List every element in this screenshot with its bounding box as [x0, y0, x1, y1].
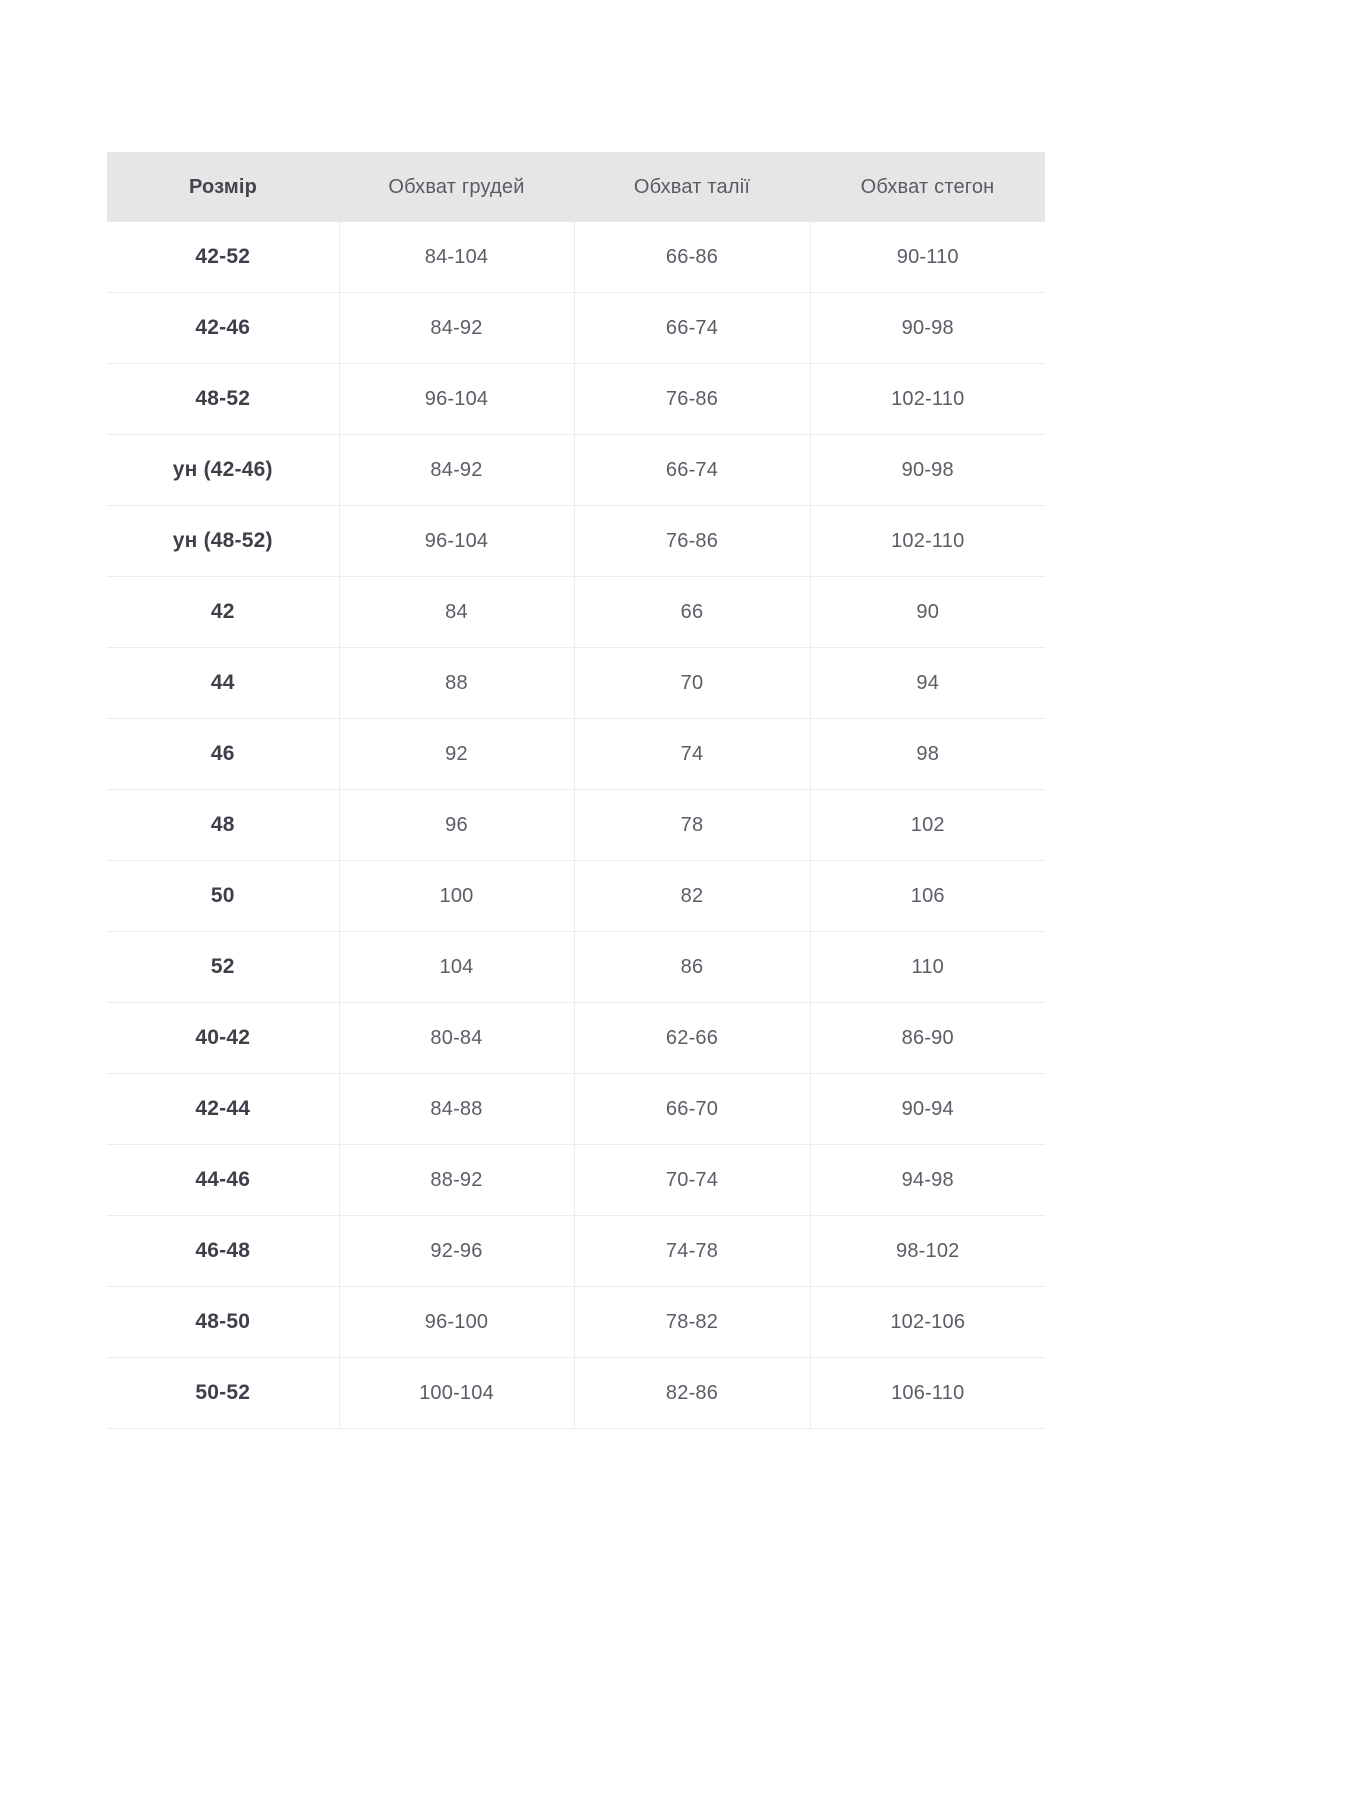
- cell-waist: 66-70: [574, 1074, 810, 1145]
- cell-hips: 102-110: [810, 506, 1045, 577]
- cell-chest: 96: [339, 790, 574, 861]
- cell-size: 42-46: [107, 293, 339, 364]
- table-row: [107, 1074, 1045, 1145]
- cell-waist: 78: [574, 790, 810, 861]
- cell-waist: 70-74: [574, 1145, 810, 1216]
- column-header-size: Розмір: [107, 152, 339, 222]
- cell-waist: 78-82: [574, 1287, 810, 1358]
- cell-size: 40-42: [107, 1003, 339, 1074]
- cell-size: 46-48: [107, 1216, 339, 1287]
- cell-size: ун (42-46): [107, 435, 339, 506]
- cell-chest: 88: [339, 648, 574, 719]
- cell-chest: 84-104: [339, 222, 574, 293]
- cell-waist: 74-78: [574, 1216, 810, 1287]
- table-row: [107, 1358, 1045, 1429]
- cell-size: 52: [107, 932, 339, 1003]
- cell-chest: 96-104: [339, 506, 574, 577]
- cell-chest: 96-100: [339, 1287, 574, 1358]
- table-row: [107, 364, 1045, 435]
- size-table-container: [107, 152, 1045, 1429]
- cell-size: 48-52: [107, 364, 339, 435]
- table-row: [107, 506, 1045, 577]
- table-row: [107, 790, 1045, 861]
- cell-chest: 84-88: [339, 1074, 574, 1145]
- cell-size: 44-46: [107, 1145, 339, 1216]
- cell-waist: 66-74: [574, 435, 810, 506]
- cell-hips: 98-102: [810, 1216, 1045, 1287]
- table-header-row: [107, 152, 1045, 222]
- cell-waist: 74: [574, 719, 810, 790]
- cell-waist: 82: [574, 861, 810, 932]
- table-row: [107, 577, 1045, 648]
- cell-chest: 104: [339, 932, 574, 1003]
- table-row: [107, 861, 1045, 932]
- cell-chest: 96-104: [339, 364, 574, 435]
- cell-hips: 94: [810, 648, 1045, 719]
- cell-size: 44: [107, 648, 339, 719]
- cell-hips: 98: [810, 719, 1045, 790]
- cell-hips: 90: [810, 577, 1045, 648]
- cell-chest: 84-92: [339, 293, 574, 364]
- cell-chest: 88-92: [339, 1145, 574, 1216]
- table-row: [107, 648, 1045, 719]
- cell-waist: 86: [574, 932, 810, 1003]
- table-body: [107, 222, 1045, 1429]
- cell-waist: 66: [574, 577, 810, 648]
- cell-chest: 80-84: [339, 1003, 574, 1074]
- cell-size: 48: [107, 790, 339, 861]
- cell-hips: 102-110: [810, 364, 1045, 435]
- column-header-hips: Обхват стегон: [810, 152, 1045, 222]
- column-header-chest: Обхват грудей: [339, 152, 574, 222]
- cell-chest: 100-104: [339, 1358, 574, 1429]
- cell-chest: 84-92: [339, 435, 574, 506]
- cell-hips: 106: [810, 861, 1045, 932]
- cell-size: 42-44: [107, 1074, 339, 1145]
- cell-hips: 110: [810, 932, 1045, 1003]
- cell-chest: 84: [339, 577, 574, 648]
- table-row: [107, 932, 1045, 1003]
- cell-size: 42-52: [107, 222, 339, 293]
- cell-waist: 62-66: [574, 1003, 810, 1074]
- cell-waist: 70: [574, 648, 810, 719]
- table-row: [107, 1216, 1045, 1287]
- size-table: [107, 152, 1045, 1429]
- table-header: [107, 152, 1045, 222]
- cell-chest: 100: [339, 861, 574, 932]
- cell-size: 42: [107, 577, 339, 648]
- cell-hips: 90-94: [810, 1074, 1045, 1145]
- cell-hips: 94-98: [810, 1145, 1045, 1216]
- table-row: [107, 719, 1045, 790]
- cell-hips: 106-110: [810, 1358, 1045, 1429]
- cell-waist: 66-74: [574, 293, 810, 364]
- table-row: [107, 1003, 1045, 1074]
- cell-size: 48-50: [107, 1287, 339, 1358]
- table-row: [107, 1287, 1045, 1358]
- table-row: [107, 293, 1045, 364]
- cell-chest: 92-96: [339, 1216, 574, 1287]
- column-header-waist: Обхват талії: [574, 152, 810, 222]
- cell-size: ун (48-52): [107, 506, 339, 577]
- cell-size: 50: [107, 861, 339, 932]
- cell-size: 50-52: [107, 1358, 339, 1429]
- cell-waist: 76-86: [574, 364, 810, 435]
- cell-hips: 90-98: [810, 435, 1045, 506]
- table-row: [107, 222, 1045, 293]
- cell-size: 46: [107, 719, 339, 790]
- cell-hips: 86-90: [810, 1003, 1045, 1074]
- cell-waist: 76-86: [574, 506, 810, 577]
- cell-hips: 90-110: [810, 222, 1045, 293]
- cell-waist: 66-86: [574, 222, 810, 293]
- cell-hips: 102-106: [810, 1287, 1045, 1358]
- cell-chest: 92: [339, 719, 574, 790]
- cell-hips: 102: [810, 790, 1045, 861]
- cell-hips: 90-98: [810, 293, 1045, 364]
- cell-waist: 82-86: [574, 1358, 810, 1429]
- table-row: [107, 435, 1045, 506]
- table-row: [107, 1145, 1045, 1216]
